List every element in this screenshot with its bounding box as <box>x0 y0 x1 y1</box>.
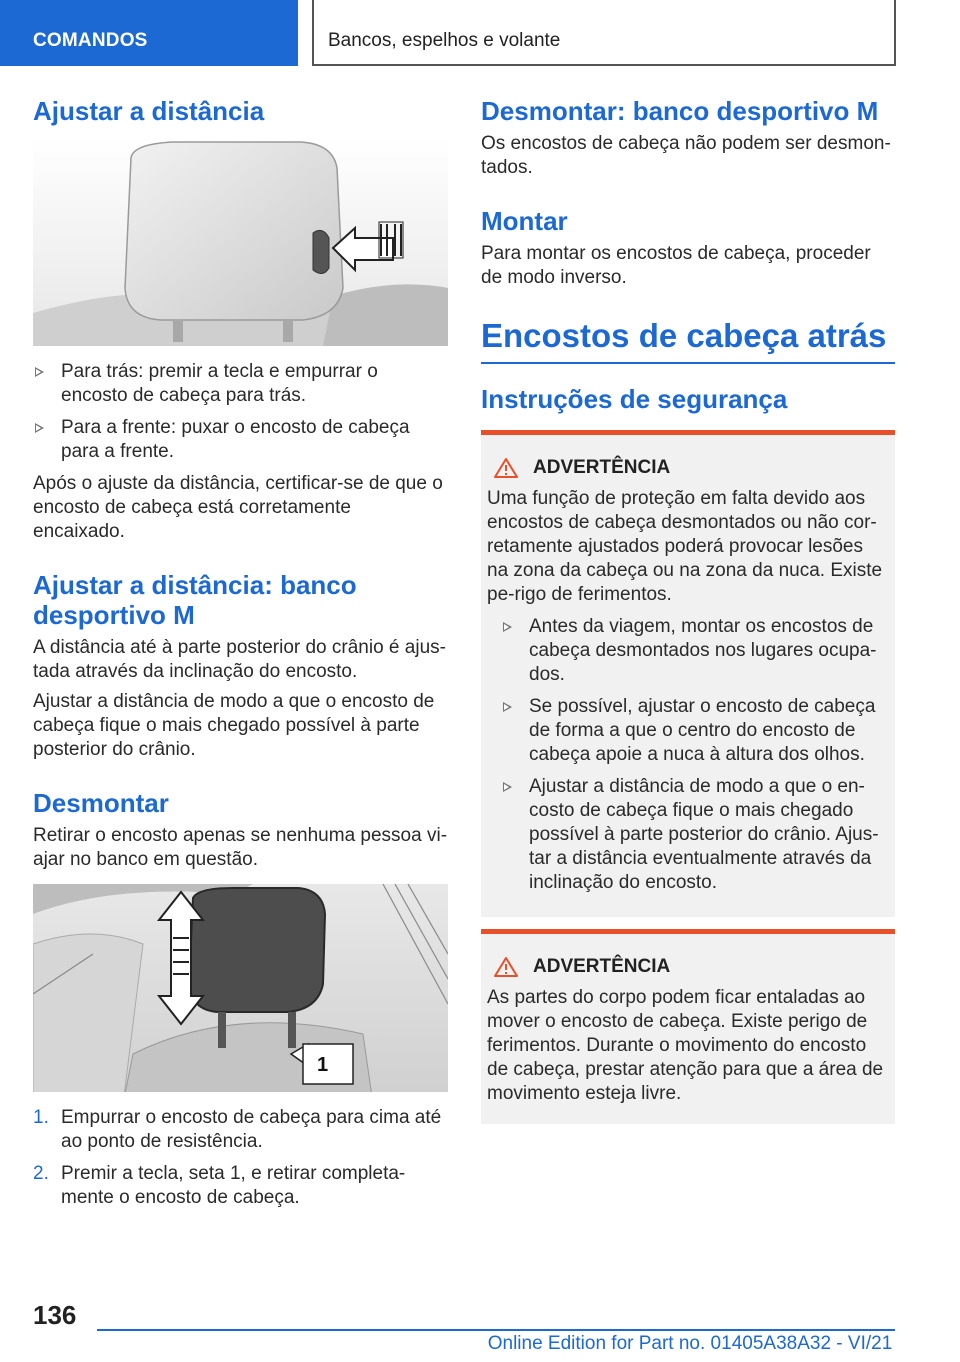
warning-title: ADVERTÊNCIA <box>533 956 671 977</box>
list-item: Se possível, ajustar o encosto de cabeça de forma a que o centro do encosto de cabeça apoie a nuca à altura dos olhos. <box>501 695 887 767</box>
triangle-bullet-icon <box>35 423 44 433</box>
triangle-bullet-icon <box>35 367 44 377</box>
remove-paragraph: Retirar o encosto apenas se nenhuma pessoa vi-ajar no banco em questão. <box>33 825 448 870</box>
left-column <box>33 96 448 1218</box>
list-item: 2. Premir a tecla, seta 1, e retirar completa-mente o encosto de cabeça. <box>33 1163 406 1208</box>
adjust-note: Após o ajuste da distância, certificar-se de que o encosto de cabeça está corretamente encaixado. <box>33 473 443 542</box>
footer-divider <box>97 1329 895 1331</box>
warning-triangle-icon <box>493 956 519 978</box>
heading-adjust-sport-seat: Ajustar a distância: banco desportivo M <box>33 570 357 630</box>
list-item: 1. Empurrar o encosto de cabeça para cima até ao ponto de resistência. <box>33 1107 442 1152</box>
list-item: Para a frente: puxar o encosto de cabeça para a frente. <box>33 416 448 464</box>
section-tab: COMANDOS <box>0 0 298 66</box>
figure-headrest-removal <box>33 884 448 1092</box>
chapter-title: Bancos, espelhos e volante <box>312 0 896 66</box>
heading-adjust-distance: Ajustar a distância <box>33 96 265 126</box>
warning-triangle-icon <box>493 457 519 479</box>
list-item: Antes da viagem, montar os encostos de cabeça desmontados nos lugares ocupa-dos. <box>501 615 887 687</box>
heading-safety: Instruções de segurança <box>481 384 788 414</box>
triangle-bullet-icon <box>503 702 512 712</box>
figure-headrest-button <box>33 138 448 346</box>
adjust-list <box>33 360 448 464</box>
heading-rear-headrests: Encostos de cabeça atrás <box>481 316 895 364</box>
removal-steps <box>33 1106 448 1210</box>
warning-text: Uma função de proteção em falta devido aos encostos de cabeça desmontados ou não cor-retamente ajustados poderá provocar lesões na zona da cabeça ou na zona da nuca. Existe pe-rigo de ferimentos. <box>487 488 883 605</box>
page-header <box>0 0 960 66</box>
headrest-removal-illustration <box>33 884 448 1092</box>
page-number: 136 <box>33 1300 77 1330</box>
sport-paragraph-2: Ajustar a distância de modo a que o encosto de cabeça fique o mais chegado possível à parte posterior do crânio. <box>33 691 435 760</box>
warning-title: ADVERTÊNCIA <box>533 457 671 478</box>
step-number: 2. <box>33 1163 49 1184</box>
heading-mount: Montar <box>481 206 568 236</box>
triangle-bullet-icon <box>503 622 512 632</box>
step-number: 1. <box>33 1107 49 1128</box>
heading-remove: Desmontar <box>33 788 169 818</box>
right-column <box>481 96 895 1136</box>
heading-remove-sport-seat: Desmontar: banco desportivo M <box>481 96 879 126</box>
headrest-button-illustration <box>33 138 448 346</box>
list-item: Ajustar a distância de modo a que o en-costo de cabeça fique o mais chegado possível à parte posterior do crânio. Ajus-tar a distância eventualmente através da inclinação do encosto. <box>501 775 887 895</box>
callout-number: 1 <box>317 1054 329 1076</box>
sport-paragraph-1: A distância até à parte posterior do crânio é ajus-tada através da inclinação do encosto. <box>33 637 446 682</box>
sport-remove-paragraph: Os encostos de cabeça não podem ser desmon-tados. <box>481 133 891 178</box>
mount-paragraph: Para montar os encostos de cabeça, proceder de modo inverso. <box>481 243 871 288</box>
warning-box-2 <box>481 929 895 1124</box>
warning-box-1 <box>481 430 895 917</box>
edition-note: Online Edition for Part no. 01405A38A32 - VI/21 <box>487 1333 893 1354</box>
triangle-bullet-icon <box>503 782 512 792</box>
warning-list <box>487 615 887 895</box>
list-item: Para trás: premir a tecla e empurrar o encosto de cabeça para trás. <box>33 360 448 408</box>
warning-text: As partes do corpo podem ficar entaladas ao mover o encosto de cabeça. Existe perigo de ferimentos. Durante o movimento do encosto de cabeça, prestar atenção para que a área de movimento esteja livre. <box>487 987 884 1104</box>
